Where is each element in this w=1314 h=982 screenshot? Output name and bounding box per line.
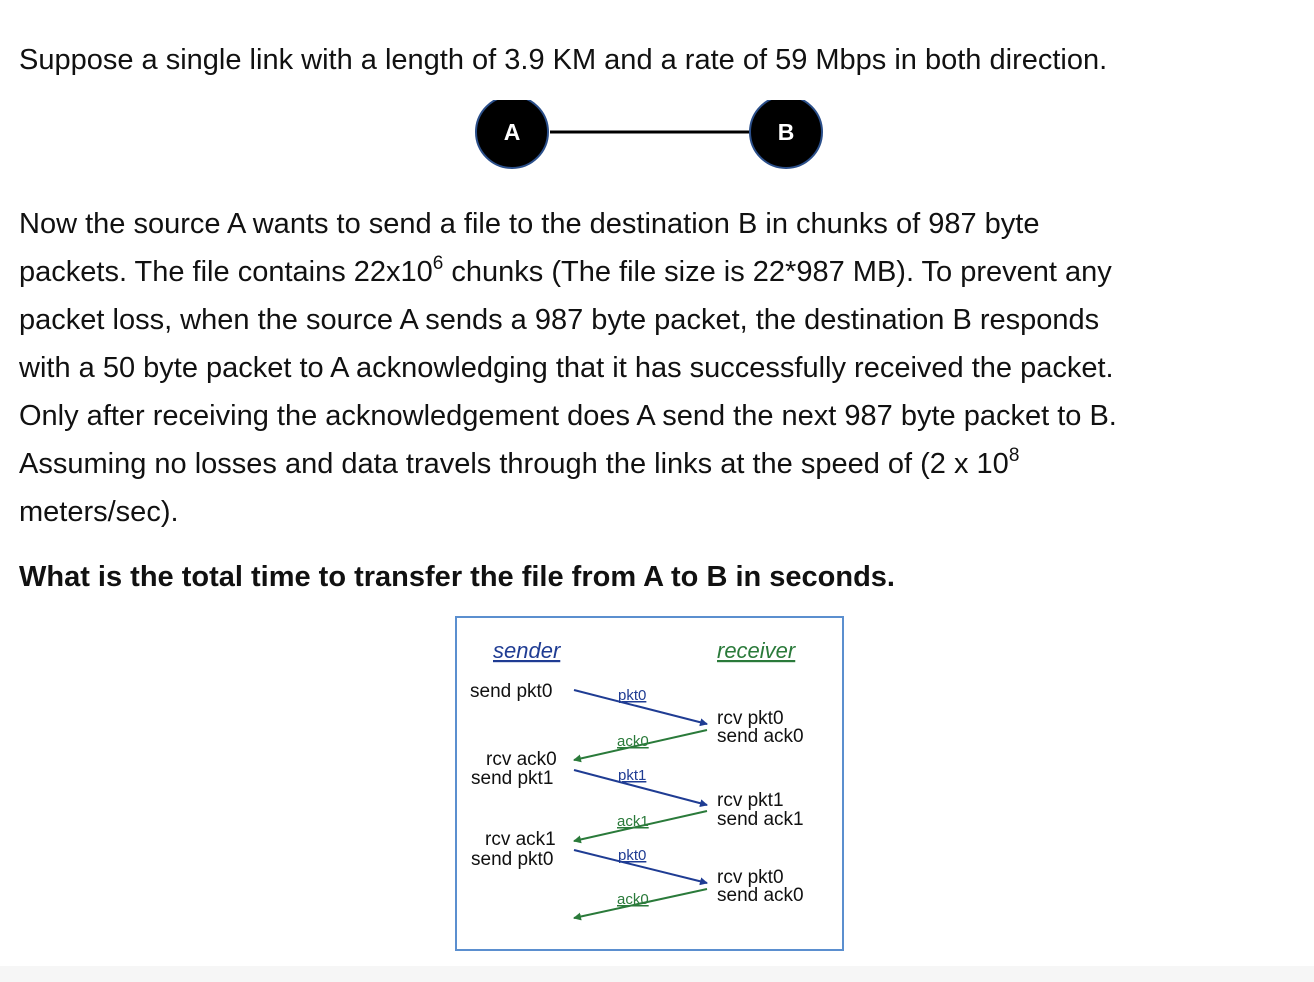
question-text: What is the total time to transfer the file from A to B in seconds.: [19, 561, 895, 593]
page-bottom-strip: [0, 966, 1314, 982]
receiver-title: receiver: [717, 638, 796, 663]
body-line-3: packet loss, when the source A sends a 987 byte packet, the destination B responds: [19, 304, 1100, 336]
label-ack0: ack0: [617, 733, 649, 750]
sender-rcv-ack1: rcv ack1: [485, 829, 556, 850]
receiver-rcv-pkt1: rcv pkt1: [717, 790, 784, 811]
node-b-label: B: [777, 119, 795, 145]
label-pkt1: pkt1: [618, 767, 647, 784]
body-line-2: packets. The file contains $22x10^6$ chunks (The file size is 22*987 MB). To prevent any: [19, 253, 1112, 288]
problem-intro: Suppose a single link with a length of 3.9 KM and a rate of 59 Mbps in both direction.: [19, 44, 1108, 76]
receiver-send-ack0-again: send ack0: [717, 885, 804, 906]
label-ack0-again: ack0: [617, 891, 649, 908]
sender-title: sender: [493, 638, 561, 663]
body-line-6: Assuming no losses and data travels through the links at the speed of (2 x $10^8$: [19, 445, 1020, 480]
body-line-5: Only after receiving the acknowledgement does A send the next 987 byte packet to B.: [19, 400, 1117, 432]
sender-send-pkt1: send pkt1: [471, 768, 554, 789]
body-line-7: meters/sec).: [19, 496, 179, 528]
node-a-label: A: [503, 119, 521, 145]
label-pkt0-again: pkt0: [618, 847, 647, 864]
exponent-8: 8: [1008, 445, 1020, 466]
label-ack1: ack1: [617, 813, 649, 830]
body-line-1: Now the source A wants to send a file to the destination B in chunks of 987 byte: [19, 208, 1040, 240]
link-diagram: [470, 100, 840, 170]
receiver-rcv-pkt0: rcv pkt0: [717, 708, 784, 729]
receiver-send-ack1: send ack1: [717, 809, 804, 830]
sender-send-pkt0: send pkt0: [470, 681, 553, 702]
label-pkt0: pkt0: [618, 687, 647, 704]
stop-and-wait-diagram: [455, 616, 844, 951]
body-line-4: with a 50 byte packet to A acknowledging that it has successfully received the packet.: [19, 352, 1114, 384]
sender-rcv-ack0: rcv ack0: [486, 749, 557, 770]
exponent-6: 6: [432, 253, 444, 274]
problem-body: [19, 200, 1117, 536]
receiver-send-ack0: send ack0: [717, 726, 804, 747]
receiver-rcv-pkt0-again: rcv pkt0: [717, 867, 784, 888]
sender-send-pkt0-again: send pkt0: [471, 849, 554, 870]
